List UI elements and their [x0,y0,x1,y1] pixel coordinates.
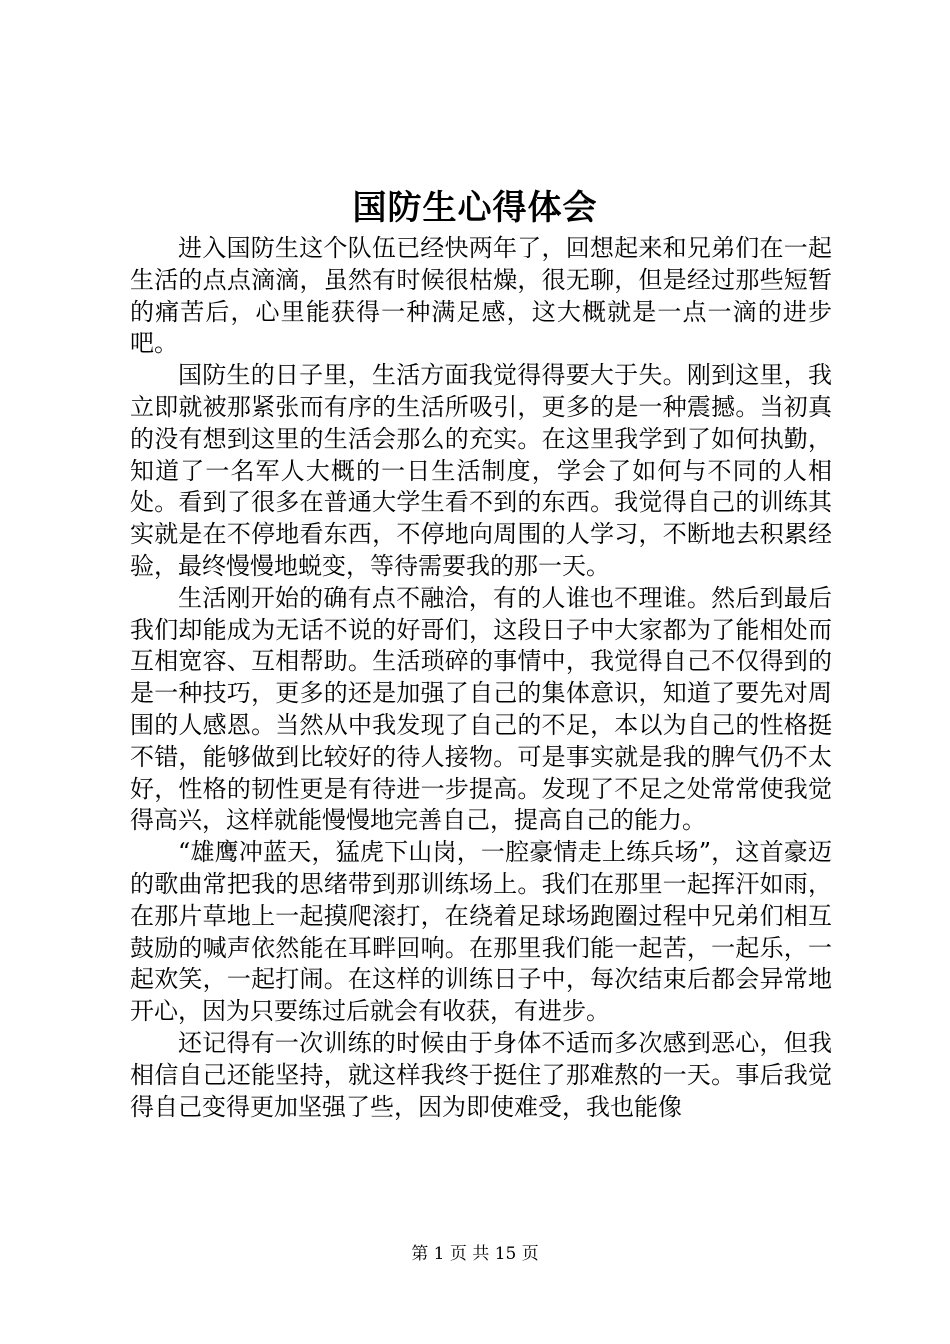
paragraph: 国防生的日子里，生活方面我觉得得要大于失。刚到这里，我立即就被那紧张而有序的生活所吸引，更多的是一种震撼。当初真的没有想到这里的生活会那么的充实。在这里我学到了如何执勤，知道了一名军人大概的一日生活制度，学会了如何与不同的人相处。看到了很多在普通大学生看不到的东西。我觉得自己的训练其实就是在不停地看东西，不停地向周围的人学习，不断地去积累经验，最终慢慢地蜕变，等待需要我的那一天。 [130,361,832,580]
page-number-footer: 第 1 页 共 15 页 [411,1244,539,1264]
document-title: 国防生心得体会 [352,188,598,228]
paragraph: 进入国防生这个队伍已经快两年了，回想起来和兄弟们在一起生活的点点滴滴，虽然有时候很枯燥，很无聊，但是经过那些短暂的痛苦后，心里能获得一种满足感，这大概就是一点一滴的进步吧。 [130,234,832,358]
paragraph: “雄鹰冲蓝天，猛虎下山岗，一腔豪情走上练兵场”，这首豪迈的歌曲常把我的思绪带到那训练场上。我们在那里一起挥汗如雨，在那片草地上一起摸爬滚打，在绕着足球场跑圈过程中兄弟们相互鼓励的喊声依然能在耳畔回响。在那里我们能一起苦，一起乐，一起欢笑，一起打闹。在这样的训练日子中，每次结束后都会异常地开心，因为只要练过后就会有收获，有进步。 [130,838,832,1026]
document-body [130,233,832,1123]
paragraph: 生活刚开始的确有点不融洽，有的人谁也不理谁。然后到最后我们却能成为无话不说的好哥们，这段日子中大家都为了能相处而互相宽容、互相帮助。生活琐碎的事情中，我觉得自己不仅得到的是一种技巧，更多的还是加强了自己的集体意识，知道了要先对周围的人感恩。当然从中我发现了自己的不足，本以为自己的性格挺不错，能够做到比较好的待人接物。可是事实就是我的脾气仍不太好，性格的韧性更是有待进一步提高。发现了不足之处常常使我觉得高兴，这样就能慢慢地完善自己，提高自己的能力。 [130,583,832,835]
paragraph: 还记得有一次训练的时候由于身体不适而多次感到恶心，但我相信自己还能坚持，就这样我终于挺住了那难熬的一天。事后我觉得自己变得更加坚强了些，因为即使难受，我也能像 [130,1028,832,1121]
